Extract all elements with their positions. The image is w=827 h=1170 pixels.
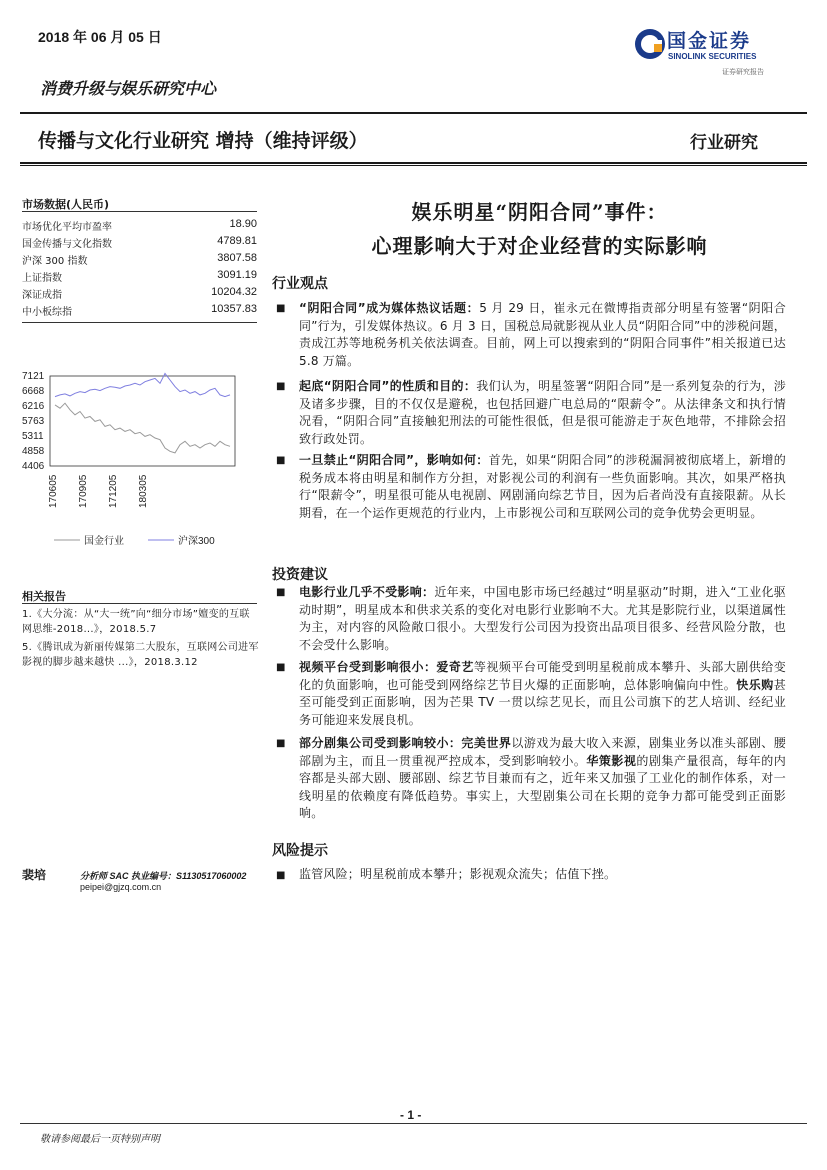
- report-type: 行业研究: [690, 133, 758, 153]
- research-center: 消费升级与娱乐研究中心: [40, 79, 217, 98]
- paragraph: 监管风险；明星税前成本攀升；影视观众流失；估值下挫。: [299, 867, 617, 881]
- legend-label: 沪深300: [178, 536, 215, 547]
- analyst-id: 分析师 SAC 执业编号：S1130517060002: [80, 871, 247, 881]
- x-tick-label: 170905: [78, 474, 89, 508]
- legend-label: 国金行业: [84, 536, 124, 547]
- page-number: - 1 -: [400, 1108, 422, 1122]
- section-title-invest: 投资建议: [272, 567, 328, 583]
- bullet-icon: ■: [276, 870, 286, 881]
- related-reports-title: 相关报告: [22, 590, 66, 603]
- footer-note: 敬请参阅最后一页特别声明: [40, 1134, 160, 1145]
- header-divider-thin: [20, 165, 807, 166]
- bullet-icon: ■: [276, 303, 286, 314]
- y-tick-label: 5311: [22, 431, 44, 442]
- index-line-chart: [20, 362, 260, 552]
- x-tick-label: 180305: [138, 474, 149, 508]
- report-date: 2018 年 06 月 05 日: [38, 29, 162, 45]
- y-tick-label: 4858: [22, 446, 45, 457]
- bullet-icon: ■: [276, 738, 286, 749]
- y-tick-label: 4406: [22, 461, 45, 472]
- bullet-icon: ■: [276, 662, 286, 673]
- headline-line-1: 娱乐明星“阴阳合同”事件：: [411, 200, 668, 224]
- paragraph: 电影行业几乎不受影响：近年来，中国电影市场已经越过“明星驱动”时期，进入“工业化驱动时期”，明星成本和供求关系的变化对电影行业影响不大。尤其是影院行业，以渠道属性为主，对内容的风险敞口很小。大型发行公司因为投资出品项目很多、经营风险分散，也不会受什么影响。: [299, 585, 786, 652]
- logo-en-text: SINOLINK SECURITIES: [668, 52, 757, 61]
- market-data-end-rule: [22, 322, 257, 323]
- series-line-0: [55, 403, 230, 453]
- footer-divider: [20, 1123, 807, 1124]
- report-title: 传播与文化行业研究 增持（维持评级）: [38, 130, 368, 152]
- analyst-email[interactable]: peipei@gjzq.com.cn: [80, 882, 162, 892]
- y-tick-label: 6216: [22, 401, 45, 412]
- x-tick-label: 171205: [108, 474, 119, 508]
- paragraph: 起底“阴阳合同”的性质和目的：我们认为，明星签署“阴阳合同”是一系列复杂的行为，涉及诸多步骤，目的不仅仅是避税，也包括回避广电总局的“限薪令”。从法律条文和执行情况看，“阴阳合同”直接触犯刑法的可能性很低，但是很可能游走于灰色地带，不排除会招致行政处罚。: [299, 379, 786, 446]
- related-report-item[interactable]: 1.《大分流：从“大一统”向“细分市场”嬗变的互联网思维-2018...》，2018.5.7: [22, 609, 250, 635]
- related-report-item[interactable]: 5.《腾讯成为新丽传媒第二大股东，互联网公司进军影视的脚步越来越快 ...》，2018.3.12: [22, 642, 259, 668]
- analyst-name: 裴培: [22, 868, 47, 882]
- bullet-icon: ■: [276, 455, 286, 466]
- market-data-row: 国金传播与文化指数 4789.81: [22, 235, 257, 250]
- market-data-row: 上证指数 3091.19: [22, 269, 257, 284]
- market-data-row: 沪深 300 指数 3807.58: [22, 252, 257, 267]
- y-tick-label: 6668: [22, 386, 45, 397]
- market-data-rule: [22, 211, 257, 212]
- y-tick-label: 7121: [22, 371, 45, 382]
- y-tick-label: 5763: [22, 416, 45, 427]
- top-divider: [20, 112, 807, 114]
- market-data-row: 深证成指 10204.32: [22, 286, 257, 301]
- paragraph: 视频平台受到影响很小：爱奇艺等视频平台可能受到明星税前成本攀升、头部大剧供给变化的负面影响，也可能受到网络综艺节目火爆的正面影响，总体影响偏向中性。快乐购甚至可能受到正面影响，因为芒果 TV 一贯以综艺见长，而且公司旗下的艺人培训、经纪业务可能迎来发展良机。: [299, 660, 786, 727]
- paragraph: “阴阳合同”成为媒体热议话题：5 月 29 日，崔永元在微博指责部分明星有签署“阴阳合同”行为，引发媒体热议。6 月 3 日，国税总局就影视从业人员“阴阳合同”中的涉税问题，责成江苏等地税务机关依法调查。目前，网上可以搜索到的“阴阳合同事件”相关报道已达 5.8 万篇。: [299, 301, 786, 368]
- market-data-row: 中小板综指 10357.83: [22, 303, 257, 318]
- market-data-row: 市场优化平均市盈率 18.90: [22, 218, 257, 233]
- headline-line-2: 心理影响大于对企业经营的实际影响: [371, 234, 708, 258]
- series-line-1: [55, 373, 230, 396]
- header-divider: [20, 162, 807, 164]
- market-data-title: 市场数据(人民币): [22, 198, 110, 211]
- x-tick-label: 170605: [48, 474, 59, 508]
- paragraph: 部分剧集公司受到影响较小：完美世界以游戏为最大收入来源，剧集业务以准头部剧、腰部剧为主，而且一贯重视严控成本，受到影响较小。华策影视的剧集产量很高，每年的内容都是头部大剧、腰部剧、综艺节目兼而有之，近年来又加强了工业化的制作体系，对一线明星的依赖度有降低趋势。事实上，大型剧集公司在长期的竞争力都可能受到正面影响。: [299, 736, 787, 820]
- section-title-view: 行业观点: [272, 276, 328, 292]
- chart-frame: [50, 376, 235, 466]
- section-title-risk: 风险提示: [272, 843, 328, 859]
- related-reports-rule: [22, 603, 257, 604]
- bullet-icon: ■: [276, 381, 286, 392]
- bullet-icon: ■: [276, 587, 286, 598]
- logo-sub-text: 证券研究报告: [722, 68, 764, 76]
- logo-text: 国金证券: [667, 30, 752, 52]
- paragraph: 一旦禁止“阴阳合同”，影响如何：首先，如果“阴阳合同”的涉税漏洞被彻底堵上，新增的税务成本将由明星和制作方分担，对影视公司的利润有一些负面影响。其次，如果严格执行“限薪令”，明星很可能从电视剧、网剧涌向综艺节目，因为后者尚没有直接限薪。从长期看，在一个运作更规范的行业内，上市影视公司和互联网公司的竞争优势会更明显。: [299, 453, 786, 520]
